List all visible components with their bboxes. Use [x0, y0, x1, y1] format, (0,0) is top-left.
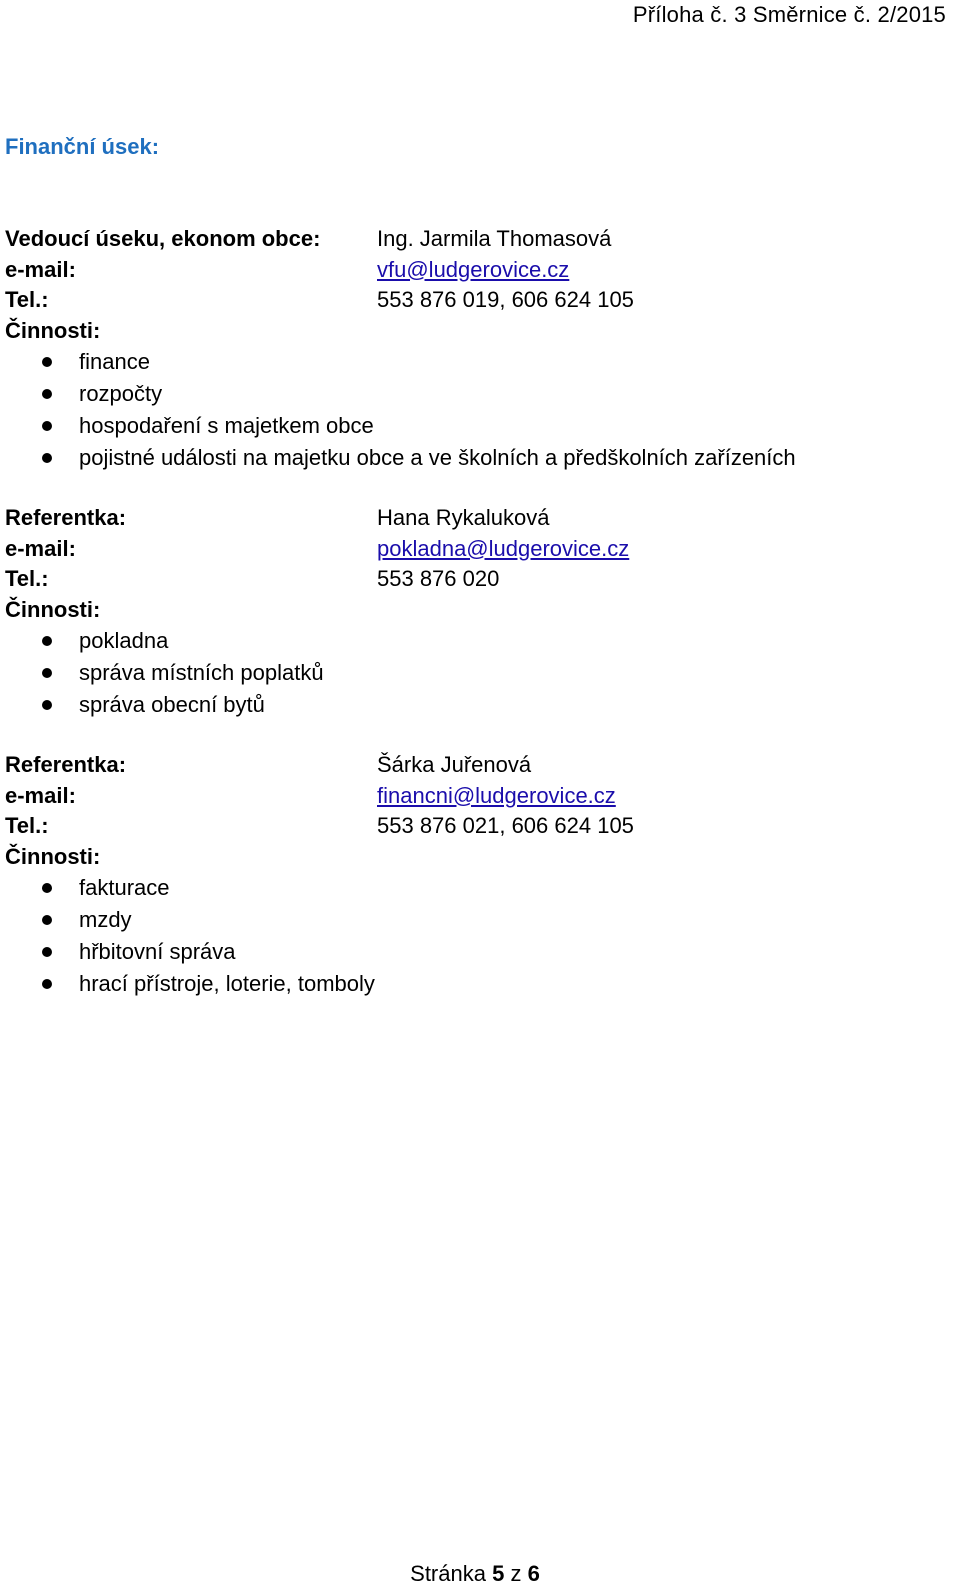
email-label: e-mail: [5, 782, 76, 808]
activities-list [5, 625, 935, 721]
footer-separator: z [510, 1561, 522, 1586]
role-row [5, 750, 935, 781]
activities-list [5, 872, 935, 1000]
contact-block-head [5, 224, 935, 474]
activities-label: Činnosti: [5, 843, 101, 869]
email-row [5, 534, 935, 565]
list-item [5, 346, 935, 378]
activities-row [5, 595, 935, 626]
activity-text: finance [79, 349, 150, 374]
contact-block-referent-1 [5, 503, 935, 721]
tel-value: 553 876 020 [377, 566, 500, 591]
bullet-icon [42, 947, 52, 957]
tel-value: 553 876 019, 606 624 105 [377, 287, 634, 312]
footer-total-pages: 6 [527, 1561, 540, 1586]
section-title: Finanční úsek: [5, 134, 160, 159]
bullet-icon [42, 636, 52, 646]
role-label: Referentka: [5, 752, 127, 777]
activity-text: hospodaření s majetkem obce [79, 413, 374, 438]
list-item [5, 410, 935, 442]
bullet-icon [42, 453, 52, 463]
email-link[interactable]: pokladna@ludgerovice.cz [377, 535, 630, 561]
bullet-icon [42, 389, 52, 399]
email-label: e-mail: [5, 535, 76, 561]
role-row [5, 224, 935, 255]
footer-prefix: Stránka [410, 1561, 486, 1586]
activities-list [5, 346, 935, 474]
email-row [5, 781, 935, 812]
list-item [5, 442, 935, 474]
role-label: Vedoucí úseku, ekonom obce: [5, 226, 321, 251]
list-item [5, 872, 935, 904]
tel-label: Tel.: [5, 287, 49, 312]
activity-text: rozpočty [79, 381, 163, 406]
tel-row [5, 285, 935, 316]
contact-name: Šárka Juřenová [377, 752, 532, 777]
role-row [5, 503, 935, 534]
activity-text: hrací přístroje, loterie, tomboly [79, 971, 375, 996]
list-item [5, 657, 935, 689]
activities-label: Činnosti: [5, 317, 101, 343]
tel-row [5, 564, 935, 595]
activity-text: mzdy [79, 907, 132, 932]
list-item [5, 904, 935, 936]
list-item [5, 936, 935, 968]
contact-name: Ing. Jarmila Thomasová [377, 226, 612, 251]
bullet-icon [42, 979, 52, 989]
bullet-icon [42, 700, 52, 710]
activities-row [5, 842, 935, 873]
activities-row [5, 316, 935, 347]
activity-text: správa místních poplatků [79, 660, 324, 685]
activity-text: pokladna [79, 628, 169, 653]
bullet-icon [42, 668, 52, 678]
bullet-icon [42, 357, 52, 367]
contact-block-referent-2 [5, 750, 935, 1000]
bullet-icon [42, 421, 52, 431]
email-row [5, 255, 935, 286]
bullet-icon [42, 883, 52, 893]
email-link[interactable]: financni@ludgerovice.cz [377, 782, 616, 808]
email-label: e-mail: [5, 256, 76, 282]
activity-text: hřbitovní správa [79, 939, 236, 964]
tel-label: Tel.: [5, 813, 49, 838]
list-item [5, 968, 935, 1000]
tel-label: Tel.: [5, 566, 49, 591]
contact-name: Hana Rykaluková [377, 505, 550, 530]
list-item [5, 689, 935, 721]
activity-text: správa obecní bytů [79, 692, 265, 717]
bullet-icon [42, 915, 52, 925]
activity-text: fakturace [79, 875, 170, 900]
tel-row [5, 811, 935, 842]
page-footer [0, 1561, 950, 1587]
activity-text: pojistné události na majetku obce a ve školních a předškolních zařízeních [79, 445, 796, 470]
list-item [5, 378, 935, 410]
tel-value: 553 876 021, 606 624 105 [377, 813, 634, 838]
list-item [5, 625, 935, 657]
role-label: Referentka: [5, 505, 127, 530]
activities-label: Činnosti: [5, 596, 101, 622]
email-link[interactable]: vfu@ludgerovice.cz [377, 256, 570, 282]
page-header: Příloha č. 3 Směrnice č. 2/2015 [632, 2, 946, 27]
footer-current-page: 5 [492, 1561, 505, 1586]
